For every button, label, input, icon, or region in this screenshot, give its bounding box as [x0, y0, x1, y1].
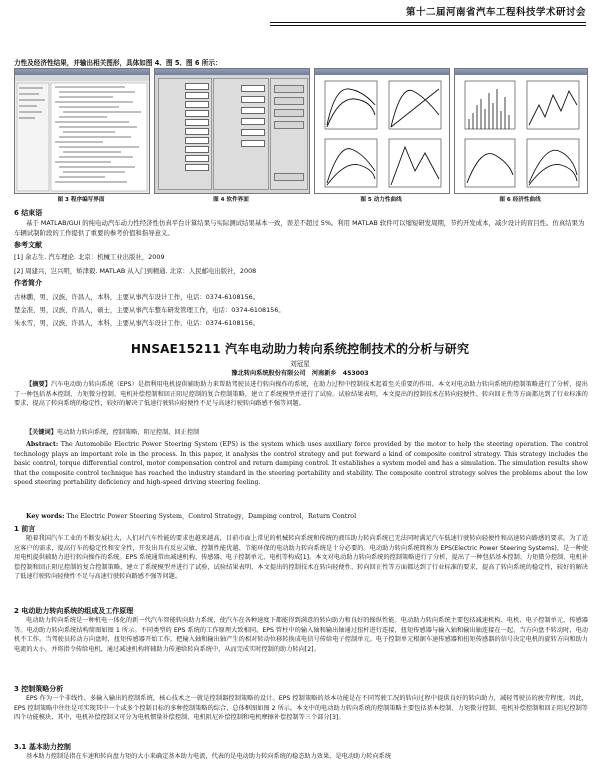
- en-abstract-label: Abstract:: [26, 441, 59, 448]
- input-field: [185, 110, 209, 117]
- editor-screenshot: [15, 75, 149, 193]
- input-field: [185, 137, 209, 144]
- paper-title: HNSAE15211 汽车电动助力转向系统控制技术的分析与研究: [130, 342, 470, 356]
- input-field: [185, 164, 209, 171]
- conclusion-body: 基于 MATLAB/GUI 的纯电动汽车动力性经济性仿真平台计算结果与实际测试结果基本一致，误差不超过 5%。利用 MATLAB 软件可以缩短研发周期，节约开发成本，减少设计的盲目性。仿真结果为车辆试制阶段的工作提供了重要的参考价值和指导意义。: [14, 219, 585, 238]
- exit-button: [274, 173, 304, 181]
- references-heading: 参考文献: [14, 241, 42, 249]
- input-field: [185, 146, 209, 153]
- paper-affiliation: 豫北转向系统股份有限公司 河南新乡 453003: [231, 370, 369, 377]
- en-abstract: [14, 440, 588, 488]
- en-keywords-label: Key words:: [26, 513, 65, 520]
- figure-6-caption: 图 6 经济性曲线: [499, 197, 541, 203]
- reference-item: [1] 余志生. 汽车理论. 北京：机械工业出版社，2009: [14, 253, 165, 261]
- figure-5-caption: 图 5 动力性曲线: [360, 197, 402, 203]
- section-3-body: EPS 作为一个非线性、多输入输出的控制系统，核心技术之一就是控制器控制策略的设计。EPS 控制策略的基本功能是在不同驾驶工况的转向过程中提供良好的转向助力，减轻驾驶员的疲劳程度。因此，EPS 控制策略中往往是可实现其中一个或多个控制目标的多种控制策略的综合，总体框图如图 2 所示。本文中的电动助力转向系统的控制策略主要包括基本控制、力矩微分控制、电机补偿控制和回正阻尼控制等四个功能模块，其中，电机补偿控制又可分为电机惯量补偿控制、电机阻尼补偿控制和电机摩擦补偿控制等三个部分[3]。: [14, 695, 588, 722]
- plot-button: [274, 109, 304, 117]
- en-abstract-text: The Automobile Electric Power Steering System (EPS) is the system which uses auxiliary force provided by the motor to help the steering operation. The control technology plays an important role in the process. In this paper, it analysis the control strategy and put forward a kind of composite control strategy. This strategy includes the basic control, torque differential control, motor compensation control and return damping control. It establishes a system model and has a simulation. The simulation results show that the composite control technique has reached the industry standard in the steering portability and stability. The composite control strategy solves the problems about the low speed steering portability deficiency and high-speed driving steering feeling.: [14, 441, 588, 487]
- result-field: [241, 85, 265, 92]
- window-titlebar: [155, 69, 309, 75]
- figure-3-caption: 图 3 程序编写界面: [57, 197, 105, 203]
- result-field: [241, 96, 265, 103]
- section-3-1-body: 基本助力控制是指在车速和转向盘力矩的大小来确定基本助力电流，代表的是电动助力转向系统的稳态助力效果，是电动助力转向系统: [26, 753, 392, 760]
- section-3-heading: 3 控制策略分析: [14, 685, 64, 693]
- author-bio: 楚金准，男，汉族，许昌人，硕士，主要从事汽车整车研发管理工作，电话：0374-6108156。: [14, 306, 285, 314]
- power-curves-plot: [315, 75, 449, 193]
- input-field: [185, 119, 209, 126]
- figure-6-economy-curves: [454, 68, 588, 194]
- section-3-1-heading: 3.1 基本助力控制: [14, 743, 71, 751]
- plot-button: [274, 121, 304, 129]
- input-field: [185, 83, 209, 90]
- keywords-label: 【关键词】: [26, 429, 57, 436]
- keywords-text: 电动助力转向系统，控制策略，阻尼控制，回正控制: [56, 429, 200, 436]
- paper-author: 刘冠星: [290, 360, 310, 368]
- conclusion-heading: 6 结束语: [14, 209, 43, 217]
- author-bio: 朱永雪，男，汉族，许昌人，本科，主要从事汽车设计工作，电话：0374-6108156。: [14, 319, 260, 327]
- input-field: [185, 155, 209, 162]
- plot-button: [274, 97, 304, 105]
- result-field: [241, 107, 265, 114]
- intro-line: 力性及经济性结果，并输出相关图形，具体如图 4、图 5、图 6 所示：: [14, 59, 222, 67]
- input-field: [185, 101, 209, 108]
- en-keywords: [14, 512, 588, 522]
- figure-4-caption: 图 4 软件界面: [213, 197, 249, 203]
- figure-4-software-ui: [154, 68, 310, 194]
- economy-curves-plot: [455, 75, 587, 193]
- author-bio: 古林鹏，男，汉族，许昌人，本科，主要从事汽车设计工作，电话：0374-6108156。: [14, 293, 260, 301]
- result-field: [241, 140, 265, 147]
- calc-button: [274, 85, 304, 93]
- result-field: [241, 129, 265, 136]
- section-2-body: 电动助力转向系统是一种机电一体化的新一代汽车智能转向助力系统，使汽车在各种速度下都能得到满意的转向助力和良好的操纵性能。电动助力转向系统主要包括减速机构、电机、电子控制单元、传感器等。电动助力转向系统结构简图如图 1 所示。不同类型的 EPS 系统的工作原理大致相同。EPS 管柱中的输入轴和输出轴通过扭杆进行连接，扭矩传感器与输入轴和输出轴连接在一起，当方向盘不转动时，电动机不工作。当驾驶员转动方向盘时，扭矩传感器开始工作，把输入轴和输出轴产生的相对转动位移转换成电信号传给电子控制单元。电子控制单元根据车速传感器和扭矩传感器的信号决定电机的旋转方向和助力电流的大小，并将指令传给电机，通过减速机构将辅助力传递给转向系统中，从而完成实时控制的助力转向[2]。: [14, 617, 588, 653]
- abstract: [14, 380, 588, 409]
- result-field: [241, 118, 265, 125]
- section-1-heading: 1 前言: [14, 525, 36, 533]
- figure-3-program-editor: [14, 68, 150, 194]
- abstract-text: 汽车电动助力转向系统（EPS）是指利用电机提供辅助助力来帮助驾驶员进行转向操作的系统，在助力过程中控制技术起着至关重要的作用。本文对电动助力转向系统的控制策略进行了分析，提出了一种包括基本控制、力矩微分控制、电机补偿控制和回正阻尼控制的复合控制策略，建立了系统模型并进行了试验。试验结果表明，本文提出的控制技术在转向轻便性、转向回正性等方面都达到了行业标准的要求，提高了转向系统的稳定性，较好的解决了低速行驶转向轻便性不足与高速行驶转向路感不强等问题。: [14, 381, 588, 408]
- section-1-body: 随着我国汽车工业的不断发展壮大，人们对汽车性能的要求也越来越高，目前市面上常见的机械转向系统和传统的液压助力转向系统已无法同时满足汽车低速行驶转向轻便性和高速转向路感的要求。为了适应客户的需求，提高行车的稳定性和安全性，开发出具有反应灵敏、控制性能优越、节能环保的电动助力转向系统是十分必要的。电动助力转向系统简称为 EPS(Electric Power Steering Systems)，是一种使用电机提供辅助力进行转向操作的系统。EPS 系统通常由减速机构、传感器、电子控制单元、电机等构成[1]。本文对电动助力转向系统的控制策略进行了分析，提出了一种包括基本控制、力矩微分控制、电机补偿控制和回正阻尼控制的复合控制策略，建立了系统模型并进行了试验，试验结果表明，本文提出的控制技术在转向轻便性、转向回正性等方面都达到了行业标准的要求，提高了转向系统的稳定性，较好的解决了低速行驶转向轻便性不足与高速行驶转向路感不强等问题。: [14, 535, 588, 581]
- reference-item: [2] 周建兴，岂兴明，矫津毅. MATLAB 从入门到精通. 北京：人民邮电出版社，2008: [14, 267, 257, 275]
- keywords: [14, 428, 588, 438]
- en-keywords-text: The Electric Power Steering System，Control Strategy，Damping control，Return Control: [64, 513, 357, 520]
- authors-heading: 作者简介: [14, 279, 42, 287]
- input-field: [185, 92, 209, 99]
- section-2-heading: 2 电动助力转向系统的组成及工作原理: [14, 607, 134, 615]
- figure-5-power-curves: [314, 68, 450, 194]
- running-header: 第十二届河南省汽车工程科技学术研讨会: [270, 4, 586, 23]
- input-field: [185, 128, 209, 135]
- figures-row: [14, 68, 586, 210]
- abstract-label: 【摘要】: [26, 381, 52, 388]
